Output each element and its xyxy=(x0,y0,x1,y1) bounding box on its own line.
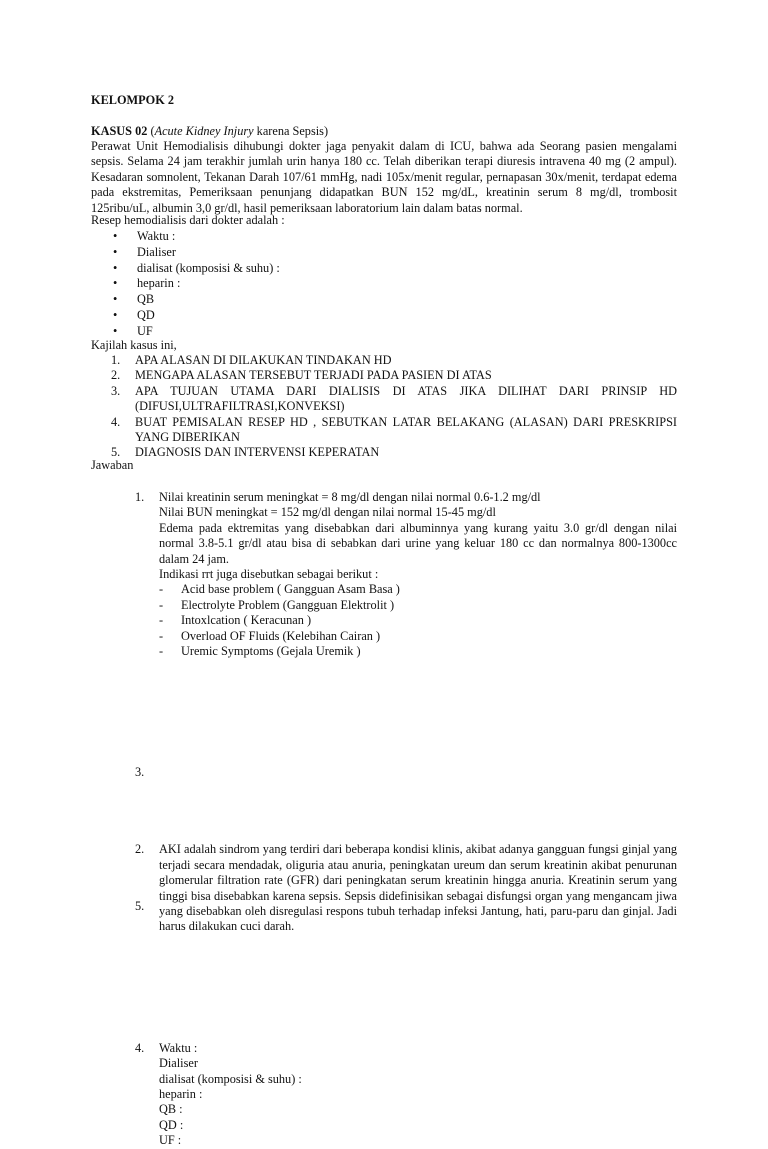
answer-1-creatinine: Nilai kreatinin serum meningkat = 8 mg/dl dengan nilai normal 0.6-1.2 mg/dl xyxy=(159,490,541,504)
bullet-icon: • xyxy=(113,244,118,259)
answer-4-line: QD : xyxy=(159,1117,184,1132)
prescription-item: • Waktu : xyxy=(113,229,176,243)
prescription-intro: Resep hemodialisis dari dokter adalah : xyxy=(91,213,285,227)
case-heading xyxy=(91,124,677,139)
answer-4-line: UF : xyxy=(159,1133,182,1148)
question-list xyxy=(91,353,677,461)
answer-2-text: AKI adalah sindrom yang terdiri dari beberapa kondisi klinis, akibat adanya gangguan fungsi ginjal yang terjadi secara mendadak, oliguria atau anuria, peningkatan ureum dan serum kreatinin akibat penurunan glomerular filtration rate (GFR) dari peningkatan serum kreatinin hingga anuria. Kreatinin serum yang tinggi bisa disebabkan karena sepsis. Sepsis didefinisikan sebagai disfungsi organ yang mengancam jiwa yang disebabkan oleh disregulasi respons tubuh terhadap infeksi Jantung, hati, paru-paru dan ginjal. Jadi harus dilakukan cuci darah. xyxy=(159,842,677,934)
answer-4-line: heparin : xyxy=(159,1086,203,1101)
prescription-item: • dialisat (komposisi & suhu) : xyxy=(113,260,280,275)
answers-label: Jawaban xyxy=(91,458,134,472)
bullet-icon: • xyxy=(113,229,118,243)
case-title-rest: karena Sepsis) xyxy=(253,124,329,138)
indication-item: - Uremic Symptoms (Gejala Uremik ) xyxy=(159,643,361,658)
prescription-list xyxy=(91,229,677,340)
answer-1-bun: Nilai BUN meningkat = 152 mg/dl dengan nilai normal 15-45 mg/dl xyxy=(159,505,496,520)
indication-item: - Overload OF Fluids (Kelebihan Cairan ) xyxy=(159,628,381,643)
indication-item: - Intoxlcation ( Keracunan ) xyxy=(159,613,312,628)
answer-4-line: Dialiser xyxy=(159,1056,198,1071)
answer-4-line: Waktu : xyxy=(159,1040,198,1055)
question-item: 4. BUAT PEMISALAN RESEP HD , SEBUTKAN LATAR BELAKANG (ALASAN) DARI PRESKRIPSI YANG DIBERIKAN xyxy=(111,414,677,445)
question-item: 2. MENGAPA ALASAN TERSEBUT TERJADI PADA PASIEN DI ATAS xyxy=(111,368,492,383)
answer-4-line: QB : xyxy=(159,1102,183,1117)
prescription-item: • heparin : xyxy=(113,276,181,291)
bullet-icon: • xyxy=(113,260,118,275)
answer-number: 2. xyxy=(135,842,145,857)
question-item: 5. DIAGNOSIS DAN INTERVENSI KEPERATAN xyxy=(111,445,380,460)
answer-2 xyxy=(135,842,677,934)
indication-item: - Electrolyte Problem (Gangguan Elektrolit ) xyxy=(159,597,395,612)
answer-4-line: dialisat (komposisi & suhu) : xyxy=(159,1071,302,1086)
case-title-open: ( xyxy=(150,124,155,138)
answer-4 xyxy=(135,1041,677,1149)
prescription-item: • QD xyxy=(113,307,155,322)
answer-1-edema: Edema pada ektremitas yang disebabkan dari albuminnya yang kurang yaitu 3.0 gr/dl dengan nilai normal 3.8-5.1 gr/dl atau bisa di sebabkan dari urine yang keluar 180 cc dan normalnya 800-1300cc dalam 24 jam. xyxy=(159,520,677,566)
group-title: KELOMPOK 2 xyxy=(91,93,175,107)
question-item: 1. APA ALASAN DI DILAKUKAN TINDAKAN HD xyxy=(111,353,392,367)
indication-item: - Acid base problem ( Gangguan Asam Basa ) xyxy=(159,582,400,597)
bullet-icon: • xyxy=(113,323,118,338)
prescription-item: • UF xyxy=(113,323,153,338)
answer-5-number: 5. xyxy=(135,899,145,913)
answer-number: 1. xyxy=(135,490,145,504)
answer-1 xyxy=(135,490,677,659)
answer-1-indications-intro: Indikasi rrt juga disebutkan sebagai berikut : xyxy=(159,567,379,581)
prescription-item: • QB xyxy=(113,292,155,307)
prescription-item: • Dialiser xyxy=(113,244,176,259)
question-item: 3. APA TUJUAN UTAMA DARI DIALISIS DI ATAS JIKA DILIHAT DARI PRINSIP HD (DIFUSI,ULTRAFILTRASI,KONVEKSI) xyxy=(111,383,677,414)
study-intro: Kajilah kasus ini, xyxy=(91,338,177,352)
answer-3-number: 3. xyxy=(135,765,145,779)
bullet-icon: • xyxy=(113,292,118,307)
bullet-icon: • xyxy=(113,307,118,322)
answer-number: 4. xyxy=(135,1040,145,1055)
bullet-icon: • xyxy=(113,276,118,291)
case-label: KASUS 02 xyxy=(91,124,148,138)
case-title-italic: Acute Kidney Injury xyxy=(154,124,254,138)
case-description: Perawat Unit Hemodialisis dihubungi dokter jaga penyakit dalam di ICU, bahwa ada Seorang pasien mengalami sepsis. Selama 24 jam terakhir jumlah urin hanya 180 cc. Telah diberikan terapi diuresis intravena 40 mg (2 ampul). Kesadaran somnolent, Tekanan Darah 107/61 mmHg, nadi 105x/menit regular, pernapasan 30x/menit, terdapat edema pada ekstremitas, Pemeriksaan penunjang didapatkan BUN 152 mg/dL, kreatinin serum 8 mg/dl, trombosit 125ribu/uL, albumin 3,0 gr/dl, hasil pemeriksaan laboratorium lain dalam batas normal. xyxy=(91,139,677,215)
